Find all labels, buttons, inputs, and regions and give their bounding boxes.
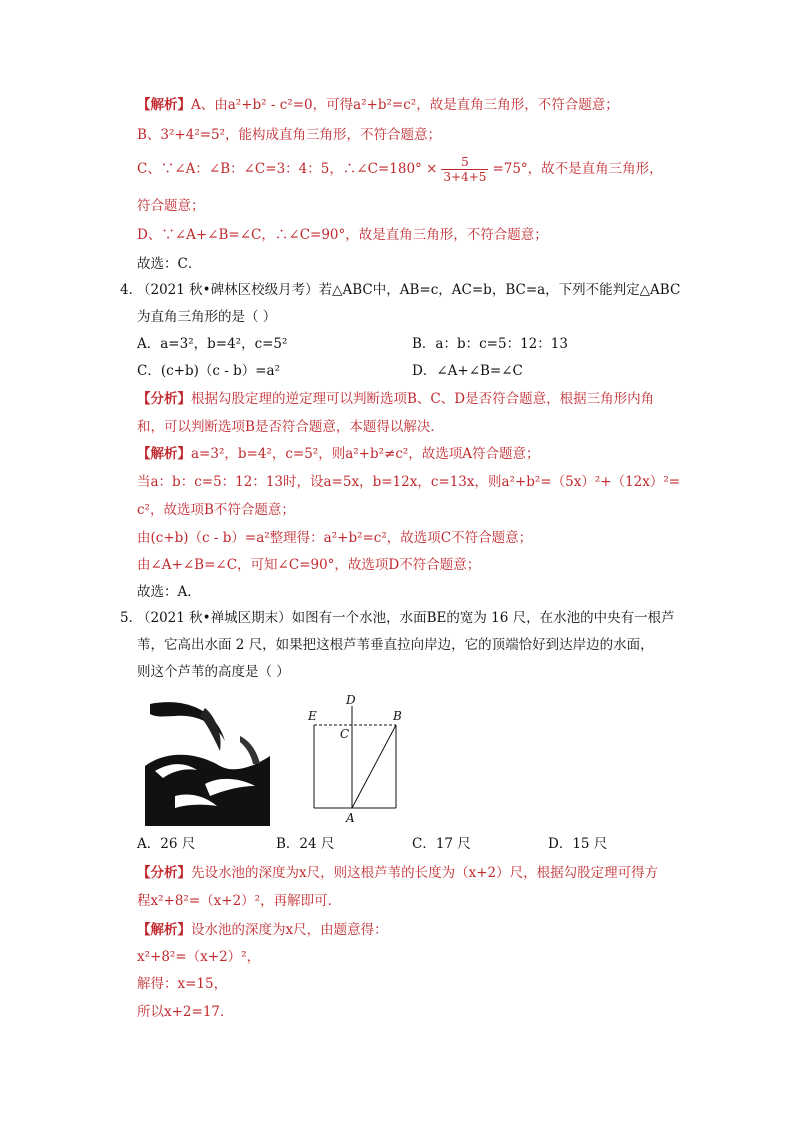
q4-option-d: D．∠A+∠B=∠C <box>412 363 523 379</box>
q4-solution-line-1 <box>137 445 540 463</box>
q3-line3-right: =75°，故不是直角三角形， <box>492 161 663 177</box>
q4-analysis-line-1 <box>137 390 654 408</box>
q5-option-c: C．17 尺 <box>412 836 471 852</box>
q4-solution-text: a=3²，b=4²，c=5²，则a²+b²≠c²，故选项A符合题意； <box>191 446 540 462</box>
q3-solution-text: A、由a²+b² - c²=0，可得a²+b²=c²，故是直角三角形，不符合题意； <box>191 97 619 113</box>
q5-solution-line-2: x²+8²=（x+2）²， <box>137 949 261 965</box>
q3-solution-line-2: B、3²+4²=5²，能构成直角三角形，不符合题意； <box>137 127 442 143</box>
q3-answer: 故选：C． <box>137 256 202 272</box>
analysis-tag: 【分析】 <box>137 391 191 407</box>
q5-option-b: B．24 尺 <box>276 836 335 852</box>
solution-tag: 【解析】 <box>137 97 191 113</box>
fraction <box>441 155 488 184</box>
pond-diagram <box>300 690 420 829</box>
q5-stem-line-1: （2021 秋•禅城区期末）如图有一个水池，水面BE的宽为 16 尺，在水池的中央有一根芦 <box>137 610 675 626</box>
fraction-numerator: 5 <box>441 155 488 170</box>
q5-solution-line-3: 解得：x=15， <box>137 976 228 992</box>
solution-tag: 【解析】 <box>137 922 191 938</box>
label-a: A <box>346 811 355 825</box>
label-b: B <box>393 709 402 723</box>
q4-number: 4． <box>120 282 143 298</box>
label-e: E <box>308 709 317 723</box>
q4-stem-line-2: 为直角三角形的是（ ） <box>137 309 277 325</box>
q3-solution-line-5: D、∵∠A+∠B=∠C，∴∠C=90°，故是直角三角形，不符合题意； <box>137 227 548 243</box>
fraction-denominator: 3+4+5 <box>443 170 487 184</box>
q5-solution-text: 设水池的深度为x尺，由题意得： <box>191 922 388 938</box>
q4-analysis-line-2: 和，可以判断选项B是否符合题意，本题得以解决． <box>137 419 444 435</box>
q4-solution-line-4: 由(c+b)（c - b）=a²整理得：a²+b²=c²，故选项C不符合题意； <box>137 530 533 546</box>
q4-option-b: B．a：b：c=5：12：13 <box>412 336 568 352</box>
q3-solution-line-3 <box>137 155 663 184</box>
q5-option-a: A．26 尺 <box>137 836 196 852</box>
q3-line3-left: C、∵∠A：∠B：∠C=3：4：5，∴∠C=180° × <box>137 161 438 177</box>
q4-answer: 故选：A． <box>137 584 201 600</box>
q5-analysis-line-1 <box>137 864 658 882</box>
label-d: D <box>346 693 356 707</box>
analysis-tag: 【分析】 <box>137 865 191 881</box>
q4-option-c: C．(c+b)（c - b）=a² <box>137 363 280 379</box>
reed-photo <box>145 696 270 826</box>
q5-stem-line-3: 则这个芦苇的高度是（ ） <box>137 664 290 680</box>
q5-analysis-line-2: 程x²+8²=（x+2）²，再解即可． <box>137 893 342 909</box>
q4-solution-line-3: c²，故选项B不符合题意； <box>137 502 295 518</box>
q3-solution-line-4: 符合题意； <box>137 198 205 214</box>
q5-analysis-text: 先设水池的深度为x尺，则这根芦苇的长度为（x+2）尺，根据勾股定理可得方 <box>191 865 659 881</box>
q5-stem-line-2: 苇，它高出水面 2 尺，如果把这根芦苇垂直拉向岸边，它的顶端恰好到达岸边的水面， <box>137 637 654 653</box>
label-c: C <box>340 727 350 741</box>
q3-solution-line-1 <box>137 96 619 114</box>
solution-tag: 【解析】 <box>137 446 191 462</box>
q4-analysis-text: 根据勾股定理的逆定理可以判断选项B、C、D是否符合题意，根据三角形内角 <box>191 391 655 407</box>
q4-solution-line-2: 当a：b：c=5：12：13时，设a=5x，b=12x，c=13x，则a²+b²=（5x）²+（12x）²= <box>137 474 681 490</box>
q5-solution-line-4: 所以x+2=17． <box>137 1004 234 1020</box>
q5-solution-line-1 <box>137 921 388 939</box>
q4-stem-line-1: （2021 秋•碑林区校级月考）若△ABC中，AB=c，AC=b，BC=a，下列不能判定△ABC <box>137 282 681 298</box>
q4-option-a: A．a=3²，b=4²，c=5² <box>137 336 288 352</box>
q5-option-d: D．15 尺 <box>548 836 608 852</box>
q5-number: 5． <box>120 610 143 626</box>
q4-solution-line-5: 由∠A+∠B=∠C，可知∠C=90°，故选项D不符合题意； <box>137 557 481 573</box>
